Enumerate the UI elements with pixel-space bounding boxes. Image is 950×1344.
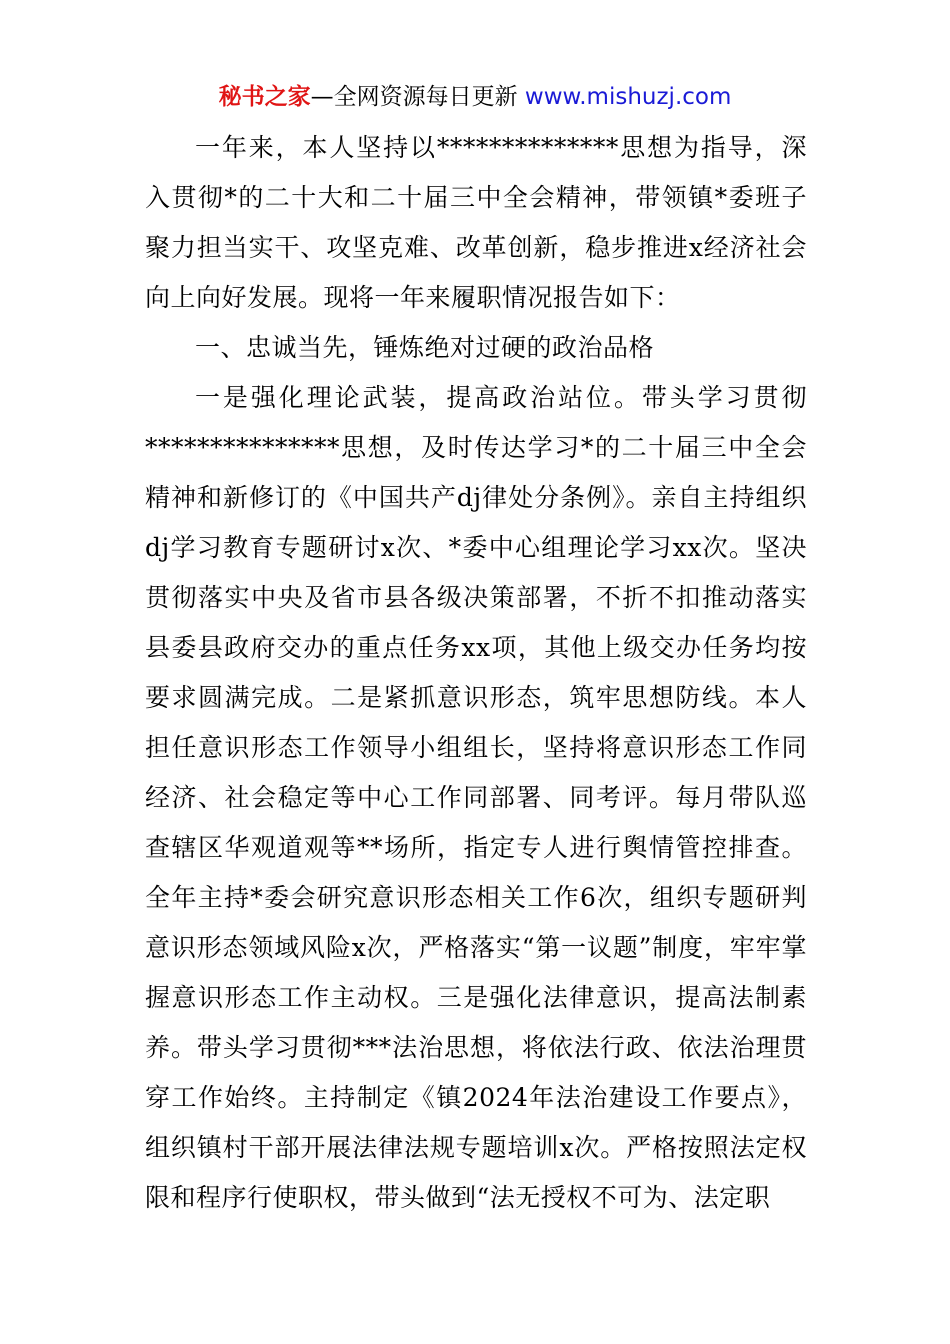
site-url-link[interactable]: www.mishuzj.com — [524, 84, 732, 110]
intro-paragraph: 一年来，本人坚持以**************思想为指导，深入贯彻*的二十大和二十届三中全会精神，带领镇*委班子聚力担当实干、攻坚克难、改革创新，稳步推进x经济社会向上向好发展。现将一年来履职情况报告如下： — [145, 133, 807, 312]
document-body — [145, 123, 807, 1223]
body-paragraph: 一是强化理论武装，提高政治站位。带头学习贯彻***************思想，及时传达学习*的二十届三中全会精神和新修订的《中国共产dj律处分条例》。亲自主持组织dj学习教育专题研讨x次、*委中心组理论学习xx次。坚决贯彻落实中央及省市县各级决策部署，不折不扣推动落实县委县政府交办的重点任务xx项，其他上级交办任务均按要求圆满完成。二是紧抓意识形态，筑牢思想防线。本人担任意识形态工作领导小组组长，坚持将意识形态工作同经济、社会稳定等中心工作同部署、同考评。每月带队巡查辖区华观道观等**场所，指定专人进行舆情管控排查。全年主持*委会研究意识形态相关工作6次，组织专题研判意识形态领域风险x次，严格落实“第一议题”制度，牢牢掌握意识形态工作主动权。三是强化法律意识，提高法制素养。带头学习贯彻***法治思想，将依法行政、依法治理贯穿工作始终。主持制定《镇2024年法治建设工作要点》，组织镇村干部开展法律法规专题培训x次。严格按照法定权限和程序行使职权，带头做到“法无授权不可为、法定职 — [145, 383, 807, 1212]
site-tagline: —全网资源每日更新 — [310, 84, 525, 110]
site-header — [0, 80, 950, 114]
site-brand: 秘书之家 — [218, 84, 311, 110]
section-heading: 一、忠诚当先，锤炼绝对过硬的政治品格 — [195, 333, 655, 362]
